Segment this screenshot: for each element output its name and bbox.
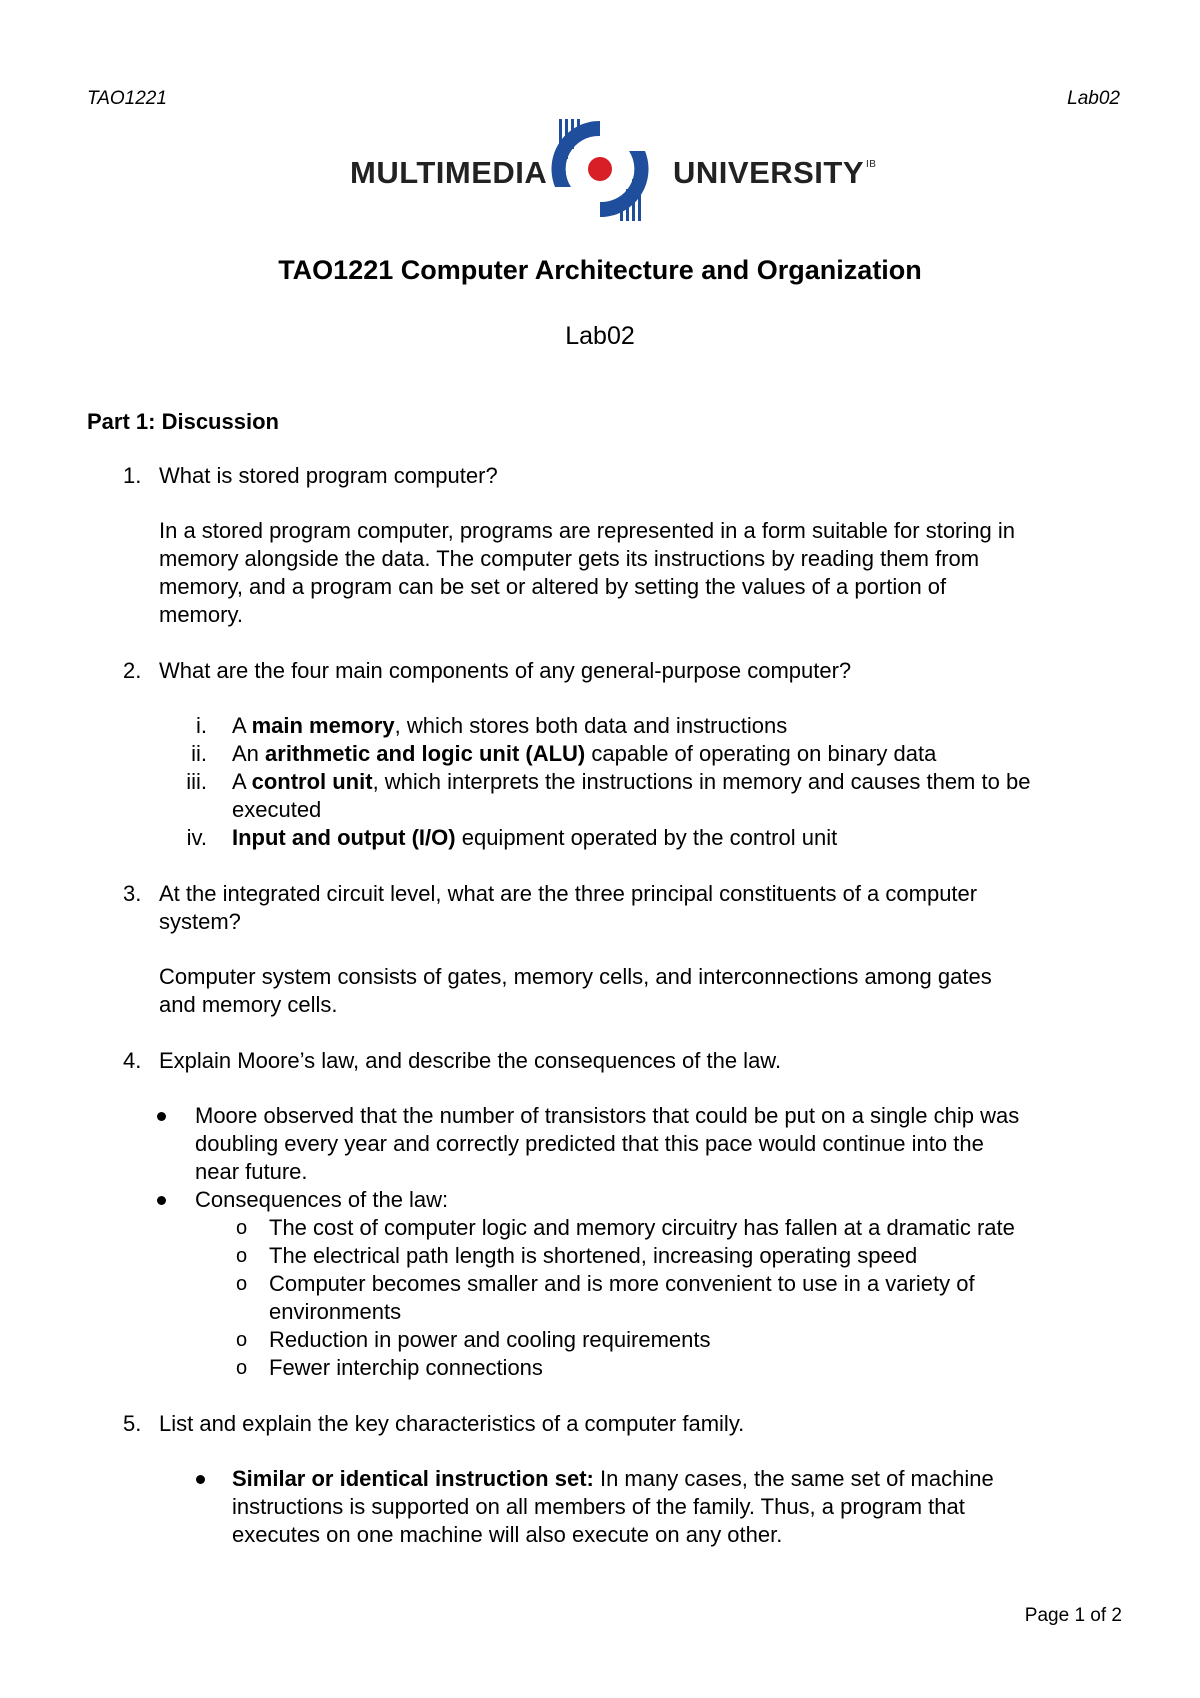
document-body [87, 408, 1127, 1549]
question-4: 4. Explain Moore’s law, and describe the consequences of the law. [123, 1048, 782, 1073]
bullet-icon [157, 1112, 166, 1121]
university-emblem-icon [545, 117, 655, 222]
running-header-lab: Lab02 [1067, 88, 1120, 109]
running-header-course: TAO1221 [87, 88, 167, 109]
list-item: Consequences of the law: [87, 1186, 1127, 1214]
page-number: Page 1 of 2 [1024, 1605, 1122, 1626]
logo-text-right: UNIVERSITY $^{IB}$ [673, 155, 877, 190]
document-subtitle: Lab02 [565, 322, 635, 350]
question-3: 3. At the integrated circuit level, what are the three principal constituents of a computer system? [123, 881, 978, 934]
list-item: Moore observed that the number of transistors that could be put on a single chip was doubling every year and correctly predicted that this pace would continue into the near future. [87, 1102, 1127, 1186]
bullet-icon [196, 1475, 205, 1484]
list-item: o Fewer interchip connections [236, 1355, 543, 1380]
list-item: o Reduction in power and cooling requirements [236, 1327, 711, 1352]
list-item: o The electrical path length is shortened, increasing operating speed [236, 1243, 918, 1268]
section-heading: Part 1: Discussion [87, 409, 279, 434]
bullet-icon [157, 1196, 166, 1205]
list-item: o The cost of computer logic and memory circuitry has fallen at a dramatic rate [236, 1215, 1015, 1240]
document-title: TAO1221 Computer Architecture and Organization [278, 255, 922, 285]
list-item: iv. Input and output (I/O) equipment operated by the control unit [186, 825, 838, 850]
question-1: 1. What is stored program computer? [123, 463, 498, 488]
answer-1: In a stored program computer, programs are represented in a form suitable for storing in memory alongside the data. The computer gets its instructions by reading them from memory, and a program can be set or altered by setting the values of a portion of memory. [159, 518, 1015, 627]
list-item: o Computer becomes smaller and is more convenient to use in a variety of environments [236, 1271, 975, 1324]
list-item: iii. A control unit, which interprets the instructions in memory and causes them to be executed [186, 769, 1031, 822]
logo-text-left: MULTIMEDIA [350, 155, 548, 190]
question-2: 2. What are the four main components of any general-purpose computer? [123, 658, 852, 683]
university-logo [345, 117, 877, 222]
question-5: 5. List and explain the key characteristics of a computer family. [123, 1411, 745, 1436]
list-item: Similar or identical instruction set: In many cases, the same set of machine instructions is supported on all members of the family. Thus, a program that executes on one machine will also execute on any other. [87, 1465, 1127, 1549]
list-item: i. A main memory, which stores both data and instructions [196, 713, 788, 738]
list-item: ii. An arithmetic and logic unit (ALU) capable of operating on binary data [191, 741, 937, 766]
answer-3: Computer system consists of gates, memory cells, and interconnections among gates and memory cells. [159, 964, 992, 1017]
